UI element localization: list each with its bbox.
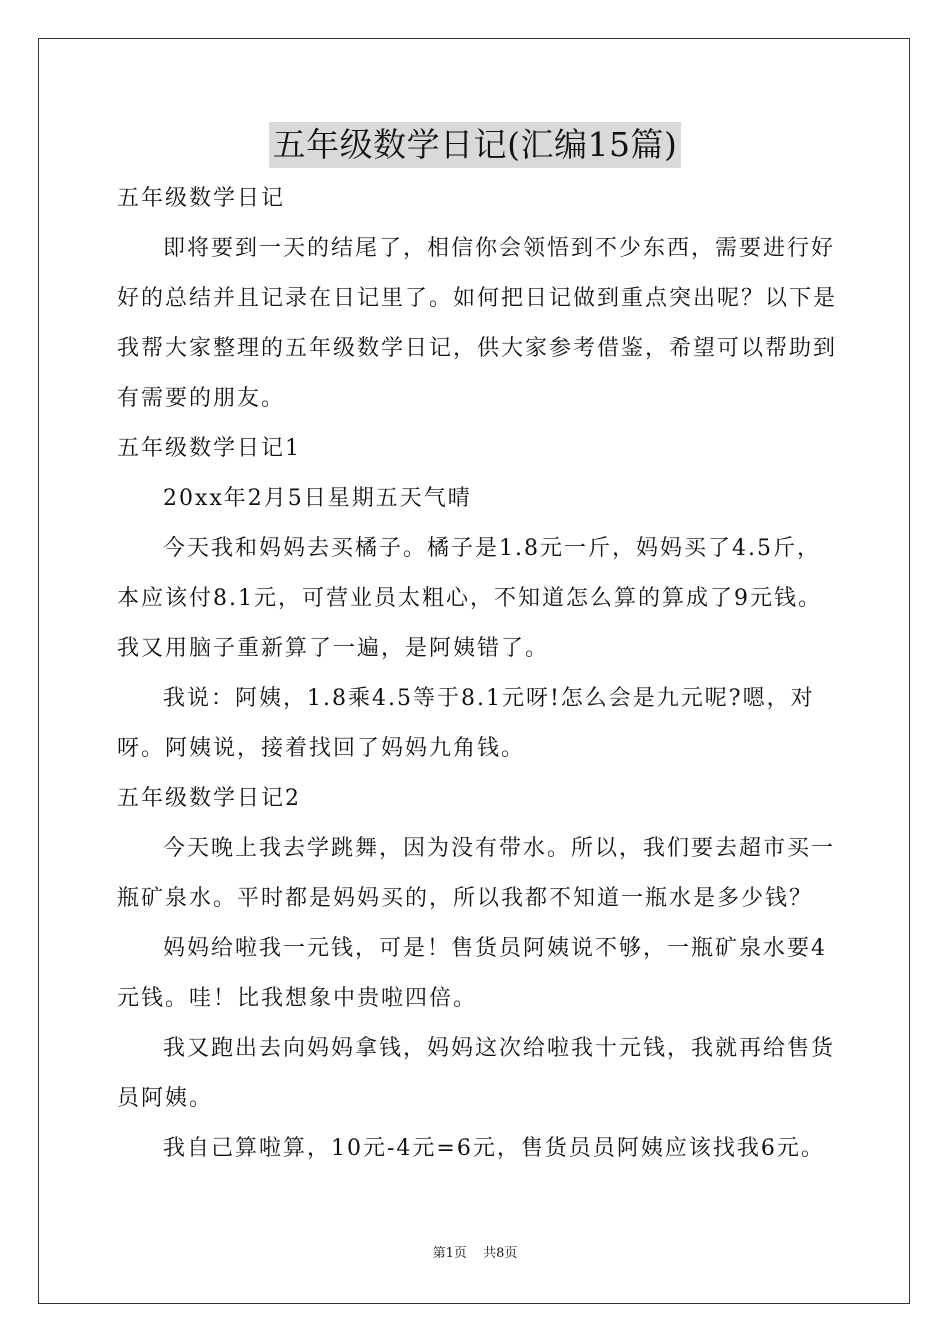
paragraph-line: 20xx年2月5日星期五天气晴	[163, 486, 472, 511]
paragraph-line: 元钱。哇！比我想象中贵啦四倍。	[117, 986, 478, 1011]
title-container	[0, 122, 950, 168]
document-title: 五年级数学日记(汇编15篇)	[269, 122, 682, 168]
paragraph-line: 五年级数学日记	[117, 186, 286, 211]
paragraph-line: 呀。阿姨说，接着找回了妈妈九角钱。	[117, 736, 526, 761]
paragraph-line: 即将要到一天的结尾了，相信你会领悟到不少东西，需要进行好	[163, 236, 836, 261]
paragraph-line: 我又用脑子重新算了一遍，是阿姨错了。	[117, 636, 550, 661]
paragraph-line: 好的总结并且记录在日记里了。如何把日记做到重点突出呢？以下是	[117, 286, 838, 311]
paragraph-line: 本应该付8.1元，可营业员太粗心，不知道怎么算的算成了9元钱。	[117, 586, 822, 611]
page-number: 第1页	[432, 1246, 467, 1261]
page-total: 共8页	[483, 1246, 518, 1261]
paragraph-line: 我帮大家整理的五年级数学日记，供大家参考借鉴，希望可以帮助到	[117, 336, 838, 361]
paragraph-line: 瓶矿泉水。平时都是妈妈买的，所以我都不知道一瓶水是多少钱？	[117, 886, 814, 911]
paragraph-line: 五年级数学日记1	[117, 436, 301, 461]
paragraph-line: 今天晚上我去学跳舞，因为没有带水。所以，我们要去超市买一	[163, 836, 836, 861]
paragraph-line: 员阿姨。	[117, 1086, 214, 1111]
paragraph-line: 有需要的朋友。	[117, 386, 286, 411]
paragraph-line: 我自己算啦算，10元-4元=6元，售货员员阿姨应该找我6元。	[163, 1136, 825, 1161]
document-body	[117, 174, 839, 1174]
page-footer	[0, 1244, 950, 1264]
paragraph-line: 今天我和妈妈去买橘子。橘子是1.8元一斤，妈妈买了4.5斤，	[163, 536, 821, 561]
paragraph-line: 五年级数学日记2	[117, 786, 301, 811]
paragraph-line: 我又跑出去向妈妈拿钱，妈妈这次给啦我十元钱，我就再给售货	[163, 1036, 836, 1061]
paragraph-line: 我说：阿姨，1.8乘4.5等于8.1元呀!怎么会是九元呢?嗯，对	[163, 686, 815, 711]
paragraph-line: 妈妈给啦我一元钱，可是！售货员阿姨说不够，一瓶矿泉水要4	[163, 936, 827, 961]
